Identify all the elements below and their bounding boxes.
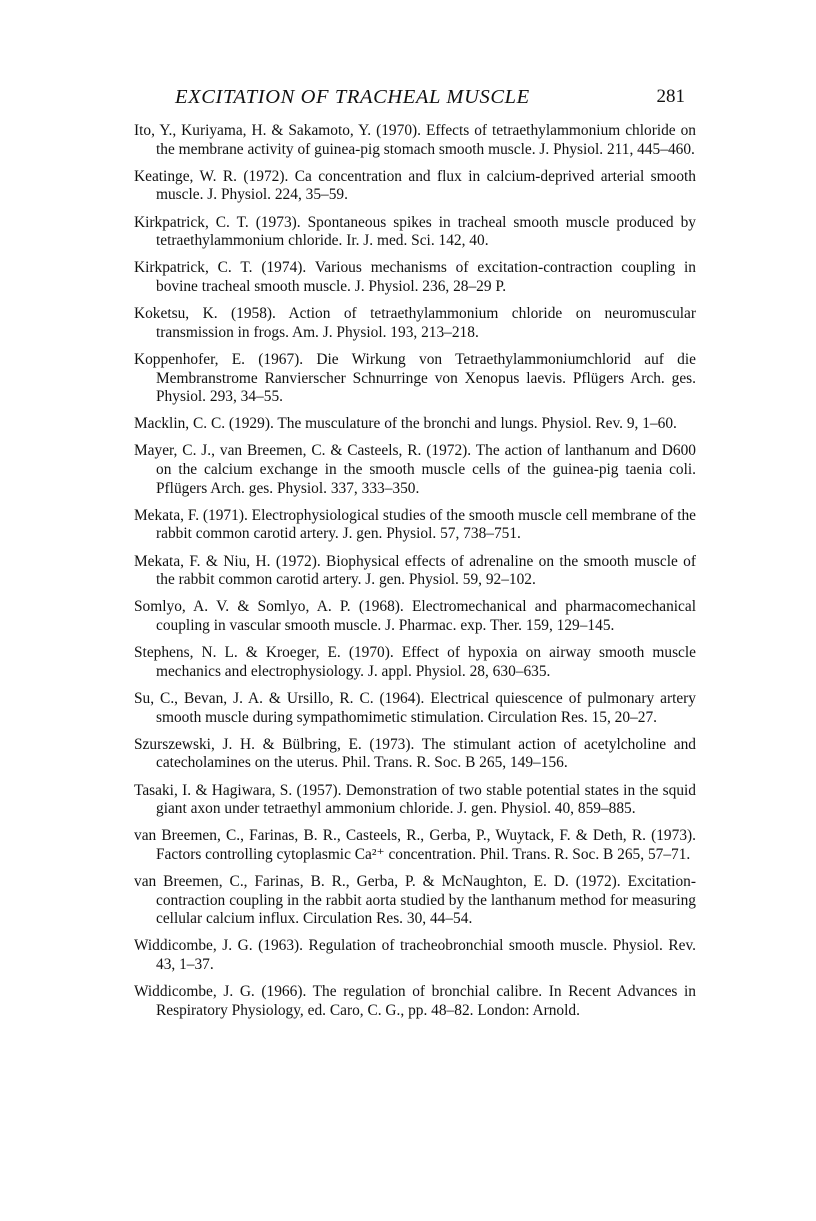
reference-van-breemen-1972: van Breemen, C., Farinas, B. R., Gerba, P. & McNaughton, E. D. (1972). Excitation-contraction coupling in the rabbit aorta studied by the lanthanum method for measuring cellular calcium influx. Circulation Res. 30, 44–54. — [134, 873, 696, 928]
running-title: EXCITATION OF TRACHEAL MUSCLE — [175, 86, 530, 108]
page-number: 281 — [656, 86, 685, 107]
reference-szurszewski-1973: Szurszewski, J. H. & Bülbring, E. (1973). The stimulant action of acetylcholine and catecholamines on the uterus. Phil. Trans. R. Soc. B 265, 149–156. — [134, 735, 696, 772]
reference-widdicombe-1963: Widdicombe, J. G. (1963). Regulation of tracheobronchial smooth muscle. Physiol. Rev. 43, 1–37. — [134, 937, 696, 974]
reference-list — [134, 122, 696, 1029]
reference-widdicombe-1966: Widdicombe, J. G. (1966). The regulation of bronchial calibre. In Recent Advances in Respiratory Physiology, ed. Caro, C. G., pp. 48–82. London: Arnold. — [134, 983, 696, 1019]
reference-su-1964: Su, C., Bevan, J. A. & Ursillo, R. C. (1964). Electrical quiescence of pulmonary artery smooth muscle during sympathomimetic stimulation. Circulation Res. 15, 20–27. — [134, 689, 696, 726]
reference-kirkpatrick-1974: Kirkpatrick, C. T. (1974). Various mechanisms of excitation-contraction coupling in bovine tracheal smooth muscle. J. Physiol. 236, 28–29 P. — [134, 259, 696, 295]
reference-mekata-niu-1972: Mekata, F. & Niu, H. (1972). Biophysical effects of adrenaline on the smooth muscle of the rabbit common carotid artery. J. gen. Physiol. 59, 92–102. — [134, 552, 696, 589]
reference-tasaki-1957: Tasaki, I. & Hagiwara, S. (1957). Demonstration of two stable potential states in the squid giant axon under tetraethyl ammonium chloride. J. gen. Physiol. 40, 859–885. — [134, 781, 696, 818]
reference-koppenhofer-1967: Koppenhofer, E. (1967). Die Wirkung von Tetraethylammoniumchlorid auf die Membranstrome Ranvierscher Schnurringe von Xenopus laevis. Pflügers Arch. ges. Physiol. 293, 34–55. — [134, 350, 696, 406]
reference-kirkpatrick-1973: Kirkpatrick, C. T. (1973). Spontaneous spikes in tracheal smooth muscle produced by tetraethylammonium chloride. Ir. J. med. Sci. 142, 40. — [134, 213, 696, 250]
reference-mayer-1972: Mayer, C. J., van Breemen, C. & Casteels, R. (1972). The action of lanthanum and D600 on the calcium exchange in the smooth muscle cells of the guinea-pig taenia coli. Pflügers Arch. ges. Physiol. 337, 333–350. — [134, 442, 696, 497]
reference-mekata-1971: Mekata, F. (1971). Electrophysiological studies of the smooth muscle cell membrane of the rabbit common carotid artery. J. gen. Physiol. 57, 738–751. — [134, 506, 696, 543]
reference-macklin-1929: Macklin, C. C. (1929). The musculature of the bronchi and lungs. Physiol. Rev. 9, 1–60. — [134, 415, 677, 433]
page-header — [175, 86, 685, 116]
reference-van-breemen-1973: van Breemen, C., Farinas, B. R., Casteels, R., Gerba, P., Wuytack, F. & Deth, R. (1973). Factors controlling cytoplasmic Ca²⁺ concentration. Phil. Trans. R. Soc. B 265, 57–71. — [134, 827, 696, 863]
reference-koketsu-1958: Koketsu, K. (1958). Action of tetraethylammonium chloride on neuromuscular transmission in frogs. Am. J. Physiol. 193, 213–218. — [134, 305, 696, 341]
reference-keatinge-1972: Keatinge, W. R. (1972). Ca concentration and flux in calcium-deprived arterial smooth muscle. J. Physiol. 224, 35–59. — [134, 167, 696, 204]
reference-somlyo-1968: Somlyo, A. V. & Somlyo, A. P. (1968). Electromechanical and pharmacomechanical coupling in vascular smooth muscle. J. Pharmac. exp. Ther. 159, 129–145. — [134, 598, 696, 634]
reference-ito-1970: Ito, Y., Kuriyama, H. & Sakamoto, Y. (1970). Effects of tetraethylammonium chloride on the membrane activity of guinea-pig stomach smooth muscle. J. Physiol. 211, 445–460. — [134, 122, 696, 158]
reference-stephens-1970: Stephens, N. L. & Kroeger, E. (1970). Effect of hypoxia on airway smooth muscle mechanics and electrophysiology. J. appl. Physiol. 28, 630–635. — [134, 644, 696, 680]
